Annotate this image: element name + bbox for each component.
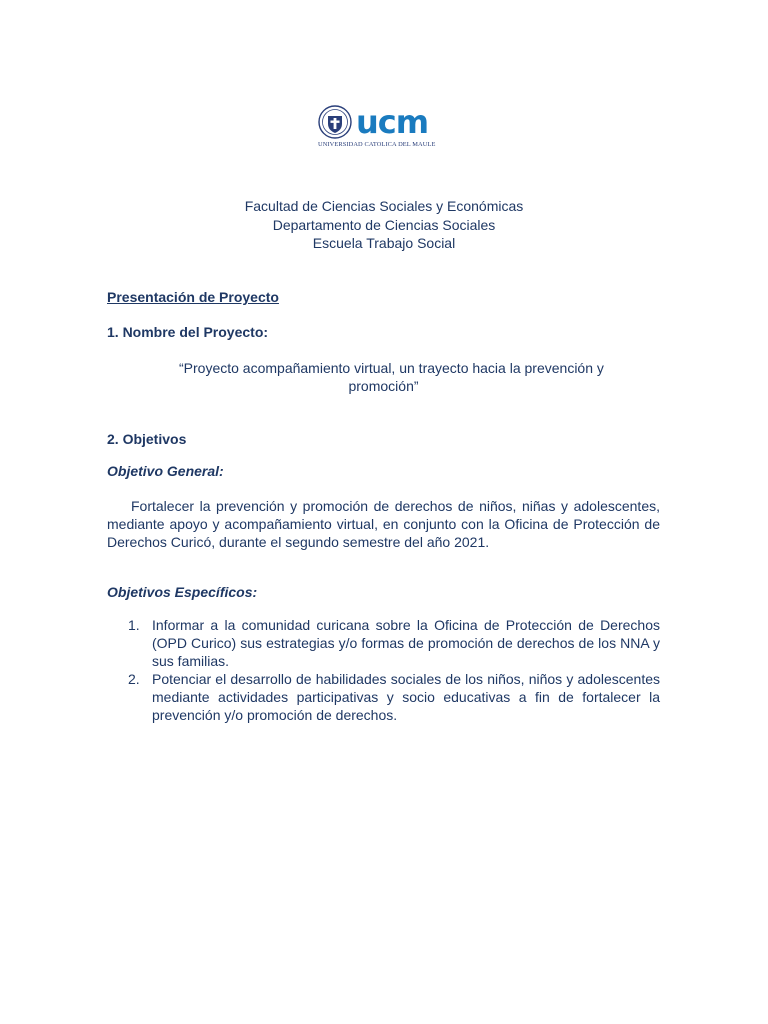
ucm-logo	[311, 96, 457, 164]
list-item	[107, 670, 660, 724]
faculty-name: Facultad de Ciencias Sociales y Económicas	[244, 198, 524, 214]
list-item	[107, 616, 660, 670]
project-name-quote	[107, 359, 660, 395]
logo-wordmark: ucm	[356, 103, 429, 141]
university-seal-icon	[318, 105, 352, 139]
general-objective-text: Fortalecer la prevención y promoción de derechos de niños, niñas y adolescentes, mediante apoyo y acompañamiento virtual, en conjunto con la Oficina de Protección de Derechos Curicó, durante el segundo semestre del año 2021.	[107, 498, 660, 550]
section-title: Presentación de Proyecto	[107, 289, 279, 305]
specific-objectives-list	[107, 616, 660, 724]
logo-row	[318, 104, 428, 140]
department-name: Departamento de Ciencias Sociales	[272, 216, 496, 233]
specific-objectives-heading: Objetivos Específicos:	[107, 584, 258, 600]
general-objective-heading: Objetivo General:	[107, 463, 224, 479]
project-name-line-2: promoción”	[348, 378, 419, 394]
list-item-text: Potenciar el desarrollo de habilidades sociales de los niños, niños y adolescentes mediante actividades participativas y socio educativas a fin de fortalecer la prevención y/o promoción de derechos.	[152, 671, 660, 723]
list-item-number: 1.	[128, 617, 140, 633]
school-name: Escuela Trabajo Social	[312, 235, 456, 251]
project-name-heading: 1. Nombre del Proyecto:	[107, 324, 269, 340]
logo-subtitle: UNIVERSIDAD CATOLICA DEL MAULE	[318, 141, 436, 148]
objectives-heading: 2. Objetivos	[107, 431, 187, 447]
list-item-number: 2.	[128, 671, 140, 687]
faculty-header	[0, 197, 768, 253]
list-item-text: Informar a la comunidad curicana sobre la Oficina de Protección de Derechos (OPD Curico) sus estrategias y/o formas de promoción de derechos de los NNA y sus familias.	[152, 617, 660, 669]
project-name-line-1: “Proyecto acompañamiento virtual, un trayecto hacia la prevención y	[179, 360, 604, 376]
